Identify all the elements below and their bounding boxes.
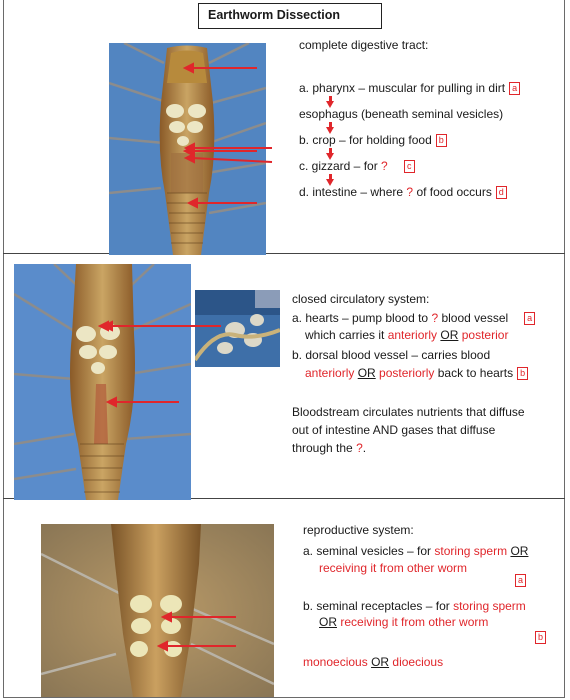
answer-box-a[interactable]: a <box>515 574 526 587</box>
answer-box-b[interactable]: b <box>535 631 546 644</box>
intestine-question: ? <box>406 185 414 199</box>
page-title: Earthworm Dissection <box>198 3 382 29</box>
answer-box-b[interactable]: b <box>517 367 528 380</box>
option-receiving-sperm: receiving it from other worm <box>319 561 468 575</box>
or-connector: OR <box>510 544 529 558</box>
bloodstream-text: through the <box>292 441 353 455</box>
pointer-arrow-crop <box>180 140 275 170</box>
option-anteriorly: anteriorly <box>305 366 355 380</box>
option-storing-sperm: storing sperm <box>434 544 508 558</box>
bloodstream-line-3 <box>292 440 366 457</box>
answer-box-a[interactable]: a <box>524 312 535 325</box>
seminal-receptacles-line-2 <box>319 614 488 631</box>
option-posteriorly: posteriorly <box>379 366 435 380</box>
or-connector: OR <box>371 655 390 669</box>
intestine-item <box>299 184 507 201</box>
option-storing-sperm: storing sperm <box>453 599 526 613</box>
sr-text: b. seminal receptacles – for <box>303 599 450 613</box>
pointer-arrow-hearts <box>96 318 221 334</box>
intestine-label: d. intestine – where <box>299 185 404 199</box>
answer-box-d[interactable]: d <box>496 186 507 199</box>
sv-text: a. seminal vesicles – for <box>303 544 432 558</box>
pharynx-label: a. pharynx – muscular for pulling in dirt <box>299 81 506 95</box>
hearts-text: a. hearts – pump blood to <box>292 311 429 325</box>
circulatory-heading: closed circulatory system: <box>292 292 430 306</box>
answer-box-b-wrap <box>535 629 546 646</box>
option-monoecious: monoecious <box>303 655 368 669</box>
bloodstream-question: ? <box>356 441 363 455</box>
period: . <box>362 441 367 455</box>
dorsal-line-1: b. dorsal blood vessel – carries blood <box>292 348 491 362</box>
gizzard-item <box>299 158 415 175</box>
or-connector: OR <box>319 615 337 629</box>
esophagus-item: esophagus (beneath seminal vesicles) <box>299 107 504 121</box>
gizzard-question: ? <box>381 159 388 173</box>
sexuality-line <box>303 654 443 671</box>
hearts-line-2 <box>305 327 508 344</box>
option-dioecious: dioecious <box>392 655 444 669</box>
or-connector: OR <box>357 366 376 380</box>
answer-box-a-wrap <box>515 572 526 589</box>
option-receiving-sperm: receiving it from other worm <box>340 615 489 629</box>
crop-label: b. crop – for holding food <box>299 133 432 147</box>
answer-box-a[interactable]: a <box>509 82 520 95</box>
hearts-text-2: blood vessel <box>441 311 509 325</box>
crop-item <box>299 132 447 149</box>
gizzard-label: c. gizzard – for <box>299 159 378 173</box>
answer-box-b[interactable]: b <box>436 134 447 147</box>
option-anteriorly: anteriorly <box>387 328 438 342</box>
section-divider <box>3 253 565 254</box>
digestive-heading: complete digestive tract: <box>299 38 429 52</box>
intestine-rest: of food occurs <box>416 185 492 199</box>
dorsal-line-2 <box>305 365 528 382</box>
bloodstream-line-2: out of intestine AND gases that diffuse <box>292 423 496 437</box>
seminal-vesicles-line-1 <box>303 543 528 560</box>
bloodstream-line-1: Bloodstream circulates nutrients that diffuse <box>292 405 525 419</box>
or-connector: OR <box>440 328 459 342</box>
seminal-receptacles-line-1 <box>303 598 526 615</box>
hearts-text-3: which carries it <box>305 328 385 342</box>
hearts-question: ? <box>431 311 439 325</box>
option-posterior: posterior <box>461 328 509 342</box>
dissection-photo-circulatory <box>14 264 191 500</box>
pharynx-item <box>299 80 520 97</box>
hearts-line-1 <box>292 310 535 327</box>
answer-box-c[interactable]: c <box>404 160 415 173</box>
reproductive-heading: reproductive system: <box>303 523 414 537</box>
dissection-photo-reproductive <box>41 524 274 697</box>
dorsal-text: back to hearts <box>437 366 514 380</box>
